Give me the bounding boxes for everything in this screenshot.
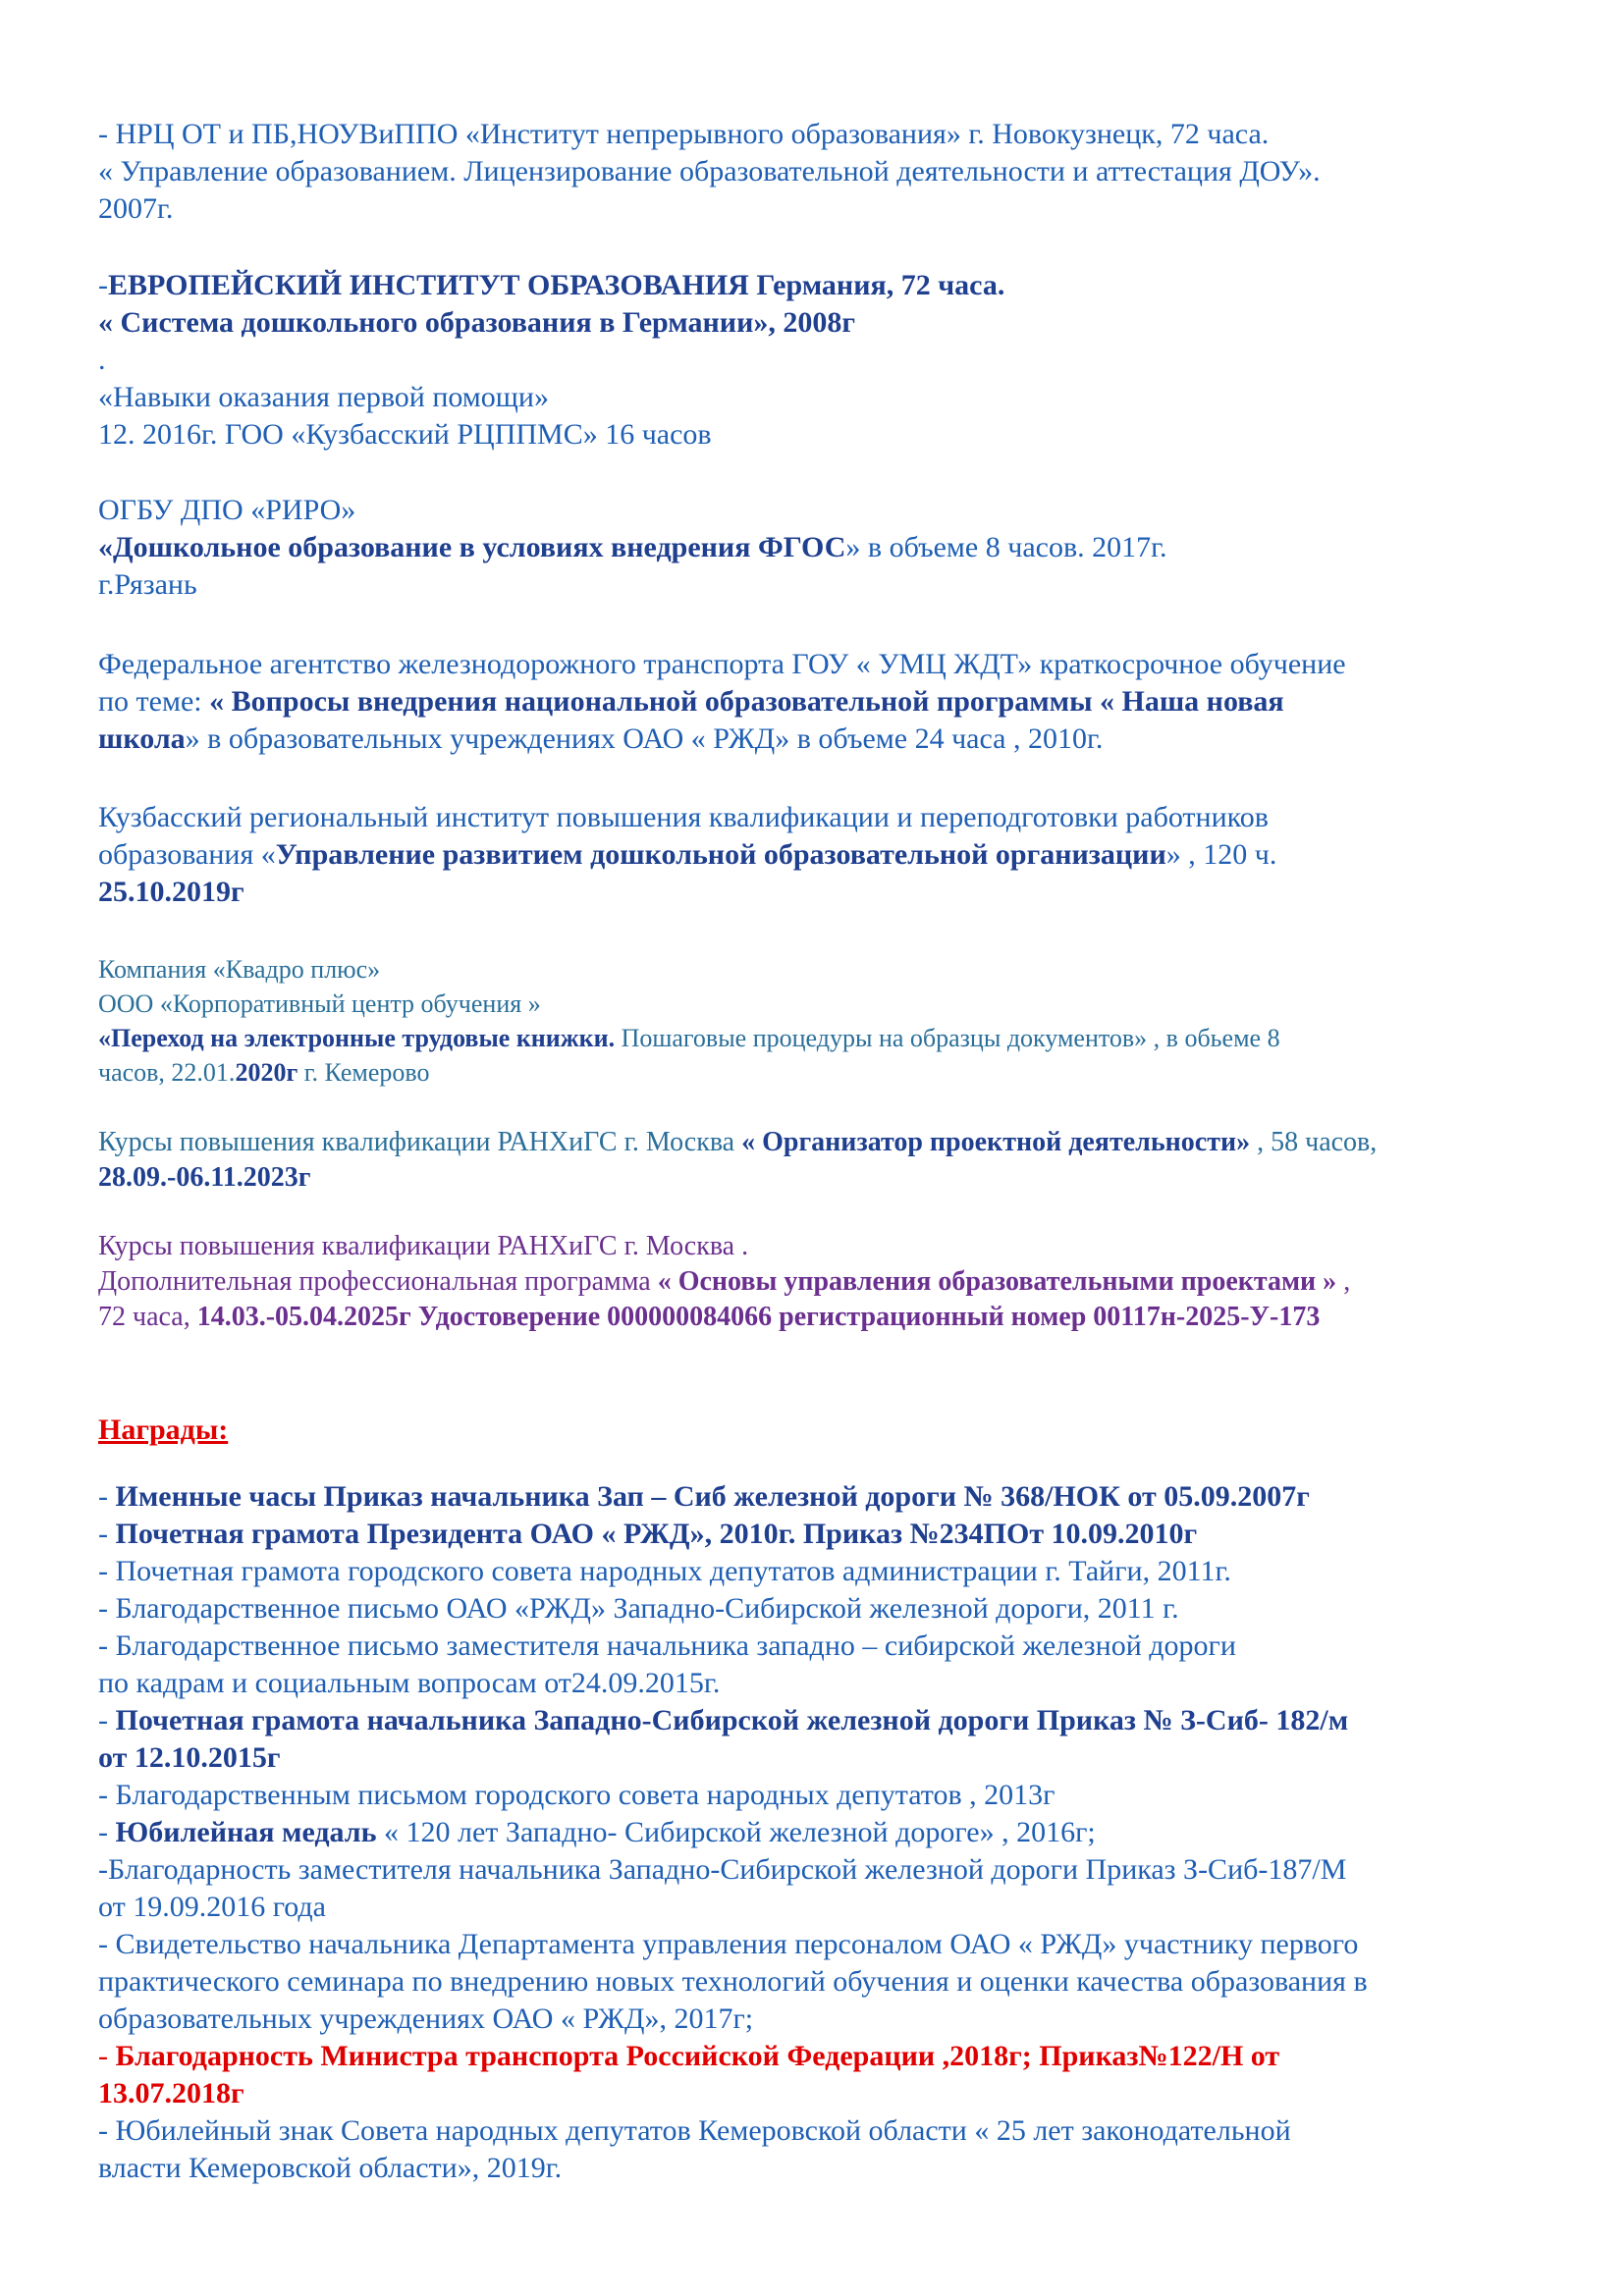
course-riro-line-3: г.Рязань [98,568,197,601]
award-5-line-1: - Благодарственное письмо заместителя начальника западно – сибирской железной дороги [98,1629,1236,1662]
award-1-text: Именные часы Приказ начальника Зап – Сиб железной дороги № 368/НОК от 05.09.2007г [115,1480,1310,1513]
dash: - [98,269,108,301]
course-ranhigs2-rest: , [1336,1266,1351,1297]
award-5-line-2: по кадрам и социальным вопросам от24.09.2015г. [98,1667,721,1699]
course-ranhigs2-line-2 [98,1268,1350,1296]
award-12-line-1: - Юбилейный знак Совета народных депутатов Кемеровской области « 25 лет законодательной [98,2114,1291,2147]
course-kvadro-line-1: Компания «Квадро плюс» [98,955,381,984]
course-kvadro-title: «Переход на электронные трудовые книжки. [98,1024,616,1052]
course-riro-line-2 [98,533,1167,562]
course-kuzbass-line-2 [98,840,1276,870]
course-riro-title: «Дошкольное образование в условиях внедрения ФГОС [98,531,846,563]
awards-heading: Награды: [98,1414,229,1446]
course-nrc-line-3: 2007г. [98,192,174,225]
award-9-line-2: от 19.09.2016 года [98,1891,326,1923]
award-6-line-1 [98,1706,1348,1735]
course-umc-prefix: по теме: [98,685,210,718]
award-7: - Благодарственным письмом городского совета народных депутатов , 2013г [98,1779,1056,1811]
course-umc-title-1: « Вопросы внедрения национальной образовательной программы « Наша новая [209,685,1284,718]
course-kuzbass-rest: » , 120 ч. [1165,838,1277,871]
course-umc-line-3 [98,724,1103,754]
course-kuzbass-title: Управление развитием дошкольной образовательной организации [275,838,1166,871]
course-umc-line-2 [98,687,1284,717]
course-firstaid-line-2: 12. 2016г. ГОО «Кузбасский РЦППМС» 16 часов [98,418,712,451]
course-kvadro-year: 2020г [235,1058,298,1087]
course-ranhigs2-certificate: 14.03.-05.04.2025г Удостоверение 000000084066 регистрационный номер 00117н-2025-У-173 [196,1302,1321,1332]
course-riro-line-1: ОГБУ ДПО «РИРО» [98,494,356,526]
course-kuzbass-prefix: образования « [98,838,276,871]
course-riro-rest: » в объеме 8 часов. 2017г. [845,531,1167,563]
award-8 [98,1818,1096,1847]
award-11-text: Благодарность Министра транспорта Российской Федерации ,2018г; Приказ№122/Н от [115,2040,1280,2072]
dash: - [98,2040,116,2072]
dash: - [98,1518,116,1550]
award-6-line-2: от 12.10.2015г [98,1741,281,1774]
award-3: - Почетная грамота городского совета народных депутатов администрации г. Тайги, 2011г. [98,1555,1231,1587]
award-4: - Благодарственное письмо ОАО «РЖД» Западно-Сибирской железной дороги, 2011 г. [98,1592,1179,1625]
course-kvadro-prefix: часов, 22.01. [98,1058,236,1087]
course-eu-line-1 [98,271,1004,300]
course-nrc-line-1: - НРЦ ОТ и ПБ,НОУВиППО «Институт непрерывного образования» г. Новокузнецк, 72 часа. [98,118,1270,150]
course-eu-dot: . [98,344,106,376]
course-ranhigs1-prefix: Курсы повышения квалификации РАНХиГС г. Москва [98,1127,742,1157]
course-ranhigs2-title: « Основы управления образовательными проектами » [657,1266,1337,1297]
course-nrc-line-2: « Управление образованием. Лицензирование образовательной деятельности и аттестация ДОУ». [98,155,1321,187]
award-8-rest: « 120 лет Западно- Сибирской железной дороге» , 2016г; [376,1816,1096,1848]
award-12-line-2: власти Кемеровской области», 2019г. [98,2152,563,2184]
award-10-line-2: практического семинара по внедрению новых технологий обучения и оценки качества образования в [98,1965,1368,1998]
course-firstaid-line-1: «Навыки оказания первой помощи» [98,381,549,413]
course-kuzbass-line-1: Кузбасский региональный институт повышения квалификации и переподготовки работников [98,801,1269,833]
course-kvadro-line-3 [98,1026,1280,1051]
award-6-text: Почетная грамота начальника Западно-Сибирской железной дороги Приказ № З-Сиб- 182/м [115,1704,1349,1736]
award-10-line-3: образовательных учреждениях ОАО « РЖД», 2017г; [98,2002,754,2035]
award-11-line-1 [98,2042,1279,2071]
dash: - [98,1480,116,1513]
dash: - [98,1704,116,1736]
course-kuzbass-date: 25.10.2019г [98,876,244,908]
course-kvadro-line-2: ООО «Корпоративный центр обучения » [98,989,541,1018]
award-8-title: Юбилейная медаль [115,1816,377,1848]
award-11-line-2: 13.07.2018г [98,2077,244,2109]
award-1 [98,1482,1310,1512]
course-ranhigs1-line-1 [98,1129,1377,1156]
course-ranhigs1-rest: , 58 часов, [1250,1127,1378,1157]
award-10-line-1: - Свидетельство начальника Департамента управления персоналом ОАО « РЖД» участнику первого [98,1928,1359,1960]
course-kvadro-city: г. Кемерово [298,1058,430,1087]
course-kvadro-rest: Пошаговые процедуры на образцы документов» , в обьеме 8 [615,1024,1280,1052]
course-ranhigs2-hours: 72 часа, [98,1302,197,1332]
course-ranhigs2-line-3 [98,1304,1320,1331]
course-ranhigs2-line-1: Курсы повышения квалификации РАНХиГС г. Москва . [98,1231,749,1261]
course-kvadro-line-4 [98,1060,429,1086]
course-umc-line-1: Федеральное агентство железнодорожного транспорта ГОУ « УМЦ ЖДТ» краткосрочное обучение [98,648,1346,680]
course-ranhigs1-title: « Организатор проектной деятельности» [741,1127,1251,1157]
award-2-text: Почетная грамота Президента ОАО « РЖД», 2010г. Приказ №234ПОт 10.09.2010г [115,1518,1198,1550]
award-9-line-1: -Благодарность заместителя начальника Западно-Сибирской железной дороги Приказ З-Сиб-187/М [98,1853,1347,1886]
course-ranhigs2-prefix: Дополнительная профессиональная программа [98,1266,658,1297]
dash: - [98,1816,116,1848]
course-eu-title: ЕВРОПЕЙСКИЙ ИНСТИТУТ ОБРАЗОВАНИЯ Германия, 72 часа. [108,269,1005,301]
award-2 [98,1520,1197,1549]
course-ranhigs1-date: 28.09.-06.11.2023г [98,1162,311,1193]
course-eu-line-2: « Система дошкольного образования в Германии», 2008г [98,306,855,339]
course-umc-title-2: школа [98,722,186,755]
course-umc-rest: » в образовательных учреждениях ОАО « РЖД» в объеме 24 часа , 2010г. [185,722,1104,755]
